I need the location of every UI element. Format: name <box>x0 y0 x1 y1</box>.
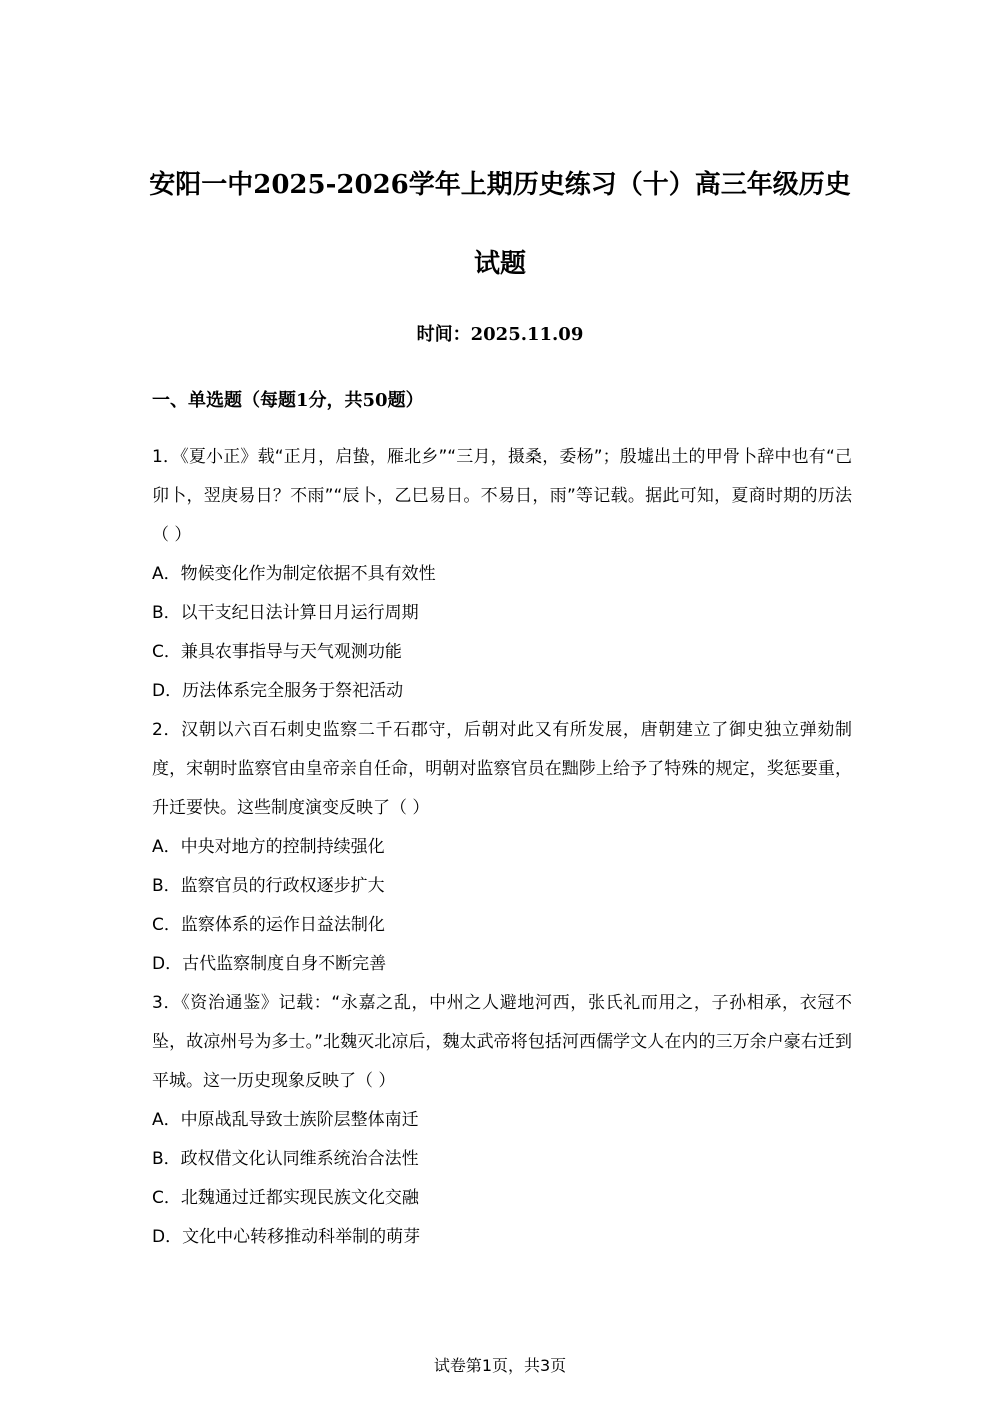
question-list <box>152 438 852 1257</box>
question-stem: 2．汉朝以六百石刺史监察二千石郡守，后朝对此又有所发展，唐朝建立了御史独立弹劾制度，宋朝时监察官由皇帝亲自任命，明朝对监察官员在黜陟上给予了特殊的规定，奖惩要重，升迁要快。这些制度演变反映了（ ） <box>152 720 852 818</box>
option-c: C．北魏通过迁都实现民族文化交融 <box>152 1188 419 1208</box>
option-a: A．中原战乱导致士族阶层整体南迁 <box>152 1110 419 1130</box>
section-heading: 一、单选题（每题1分，共50题） <box>152 390 424 411</box>
option-d: D．历法体系完全服务于祭祀活动 <box>152 681 404 701</box>
question-1 <box>152 438 852 711</box>
question-3 <box>152 984 852 1257</box>
question-2 <box>152 711 852 984</box>
option-c: C．监察体系的运作日益法制化 <box>152 915 385 935</box>
option-a: A．物候变化作为制定依据不具有效性 <box>152 564 436 584</box>
option-a: A．中央对地方的控制持续强化 <box>152 837 385 857</box>
option-b: B．以干支纪日法计算日月运行周期 <box>152 603 419 623</box>
exam-date: 时间：2025.11.09 <box>416 324 584 345</box>
exam-title-line2: 试题 <box>473 249 526 279</box>
question-stem: 1．《夏小正》载“正月，启蛰，雁北乡”“三月，摄桑，委杨”；殷墟出土的甲骨卜辞中也有“己卯卜，翌庚易日？不雨”“辰卜，乙巳易日。不易日，雨”等记载。据此可知，夏商时期的历法（ ） <box>152 447 852 545</box>
option-b: B．政权借文化认同维系统治合法性 <box>152 1149 419 1169</box>
option-d: D．文化中心转移推动科举制的萌芽 <box>152 1227 421 1247</box>
exam-title-line1: 安阳一中2025-2026学年上期历史练习（十）高三年级历史 <box>149 170 851 200</box>
option-b: B．监察官员的行政权逐步扩大 <box>152 876 385 896</box>
question-stem: 3．《资治通鉴》记载：“永嘉之乱，中州之人避地河西，张氏礼而用之，子孙相承，衣冠不坠，故凉州号为多士。”北魏灭北凉后，魏太武帝将包括河西儒学文人在内的三万余户豪右迁到平城。这一历史现象反映了（ ） <box>152 993 852 1091</box>
page-footer: 试卷第1页，共3页 <box>433 1356 567 1375</box>
option-d: D．古代监察制度自身不断完善 <box>152 954 387 974</box>
option-c: C．兼具农事指导与天气观测功能 <box>152 642 402 662</box>
